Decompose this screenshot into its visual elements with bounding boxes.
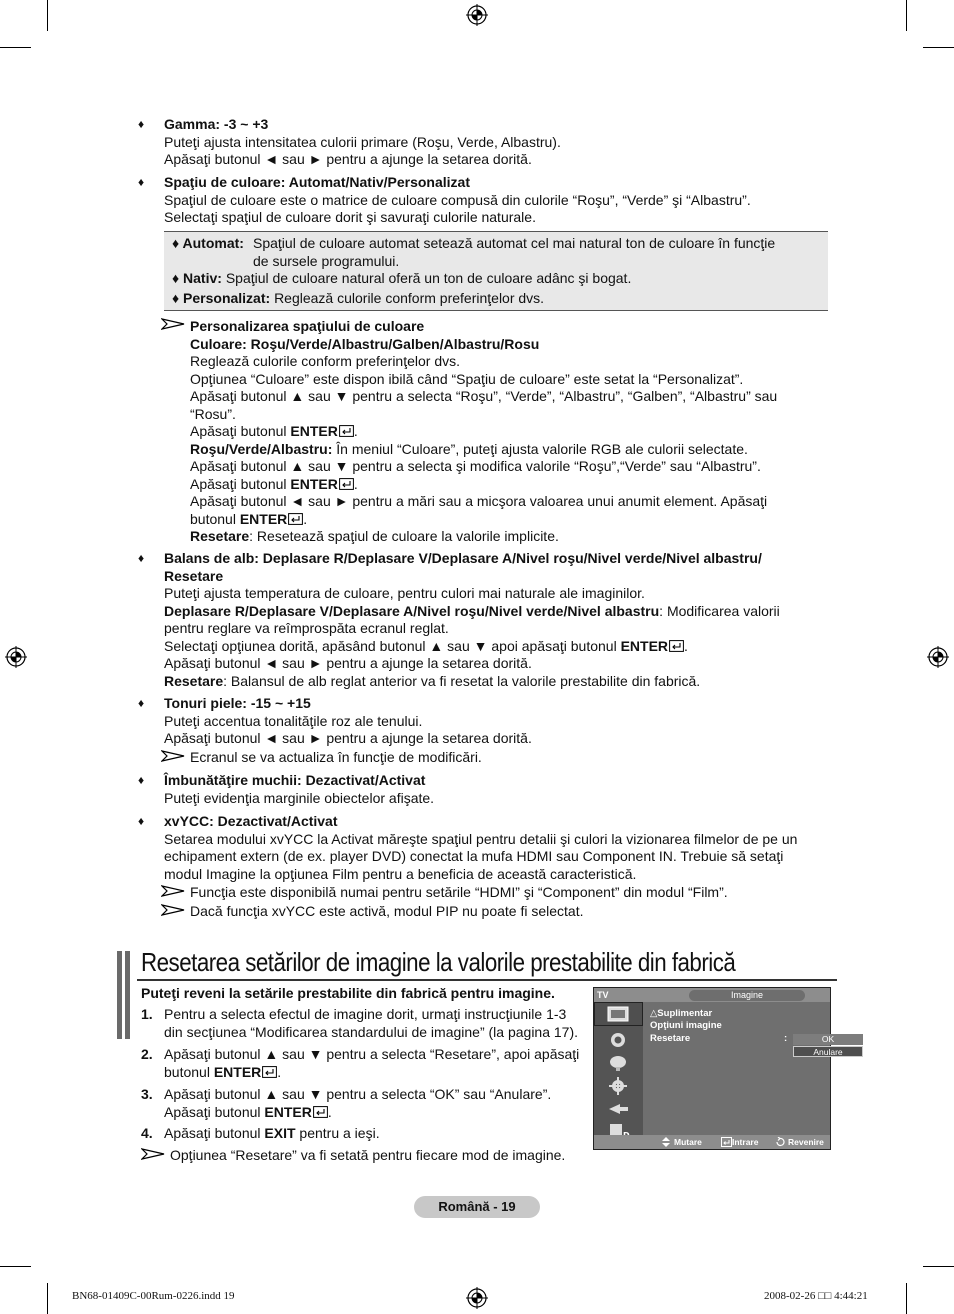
gamma-instruction: Apăsaţi butonul ◄ sau ► pentru a ajunge la setarea dorită. (164, 151, 532, 167)
step-text: Apăsaţi butonul (164, 1125, 265, 1141)
enter-icon (339, 425, 354, 437)
osd-option-ok[interactable]: OK (793, 1034, 863, 1045)
registration-mark-icon (466, 1287, 488, 1309)
section-intro: Puteţi reveni la setările prestabilite din fabrică pentru imagine. (141, 985, 555, 1001)
bullet-icon: ♦ (138, 773, 145, 787)
whitebalance-title: Balans de alb: Deplasare R/Deplasare V/Deplasare A/Nivel roşu/Nivel verde/Nivel albastru/ (164, 550, 762, 566)
return-icon (775, 1137, 785, 1147)
colorspace-instruction: Selectaţi spaţiul de culoare dorit şi savuraţi culorile naturale. (164, 209, 536, 225)
native-label: ♦ Nativ: (172, 270, 222, 286)
osd-colon: : (784, 1033, 788, 1044)
osd-tv-label: TV (597, 990, 609, 1000)
crop-mark (0, 1266, 31, 1267)
enter-key-label: ENTER (239, 510, 288, 527)
tv-osd-menu (593, 987, 843, 1150)
step-text: pentru a ieşi. (295, 1125, 380, 1141)
custom-note-line: Apăsaţi butonul ▲ sau ▼ pentru a selecta şi modifica valorile “Roşu”,“Verde” sau “Albastru”. (190, 458, 761, 474)
enter-icon (288, 513, 303, 525)
custom-note-line: “Rosu”. (190, 405, 236, 422)
page-number: Română - 19 (414, 1196, 540, 1218)
skintone-note: Ecranul se va actualiza în funcţie de modificări. (190, 749, 482, 765)
step-text: Pentru a selecta efectul de imagine dorit, urmaţi instrucţiunile 1-3 (164, 1006, 567, 1022)
crop-mark (906, 1283, 907, 1314)
osd-footer (594, 1135, 830, 1149)
colorspace-title: Spaţiu de culoare: Automat/Nativ/Personalizat (164, 174, 470, 190)
custom-note-line: Apăsaţi butonul (190, 423, 291, 439)
registration-mark-icon (927, 646, 949, 668)
auto-text: Spaţiul de culoare automat setează automat cel mai natural ton de culoare în funcţie (253, 235, 776, 251)
custom-note-line: : Resetează spaţiul de culoare la valorile implicite. (249, 528, 559, 544)
whitebalance-line: pentru reglare va reîmprospăta ecranul reglat. (164, 620, 449, 636)
footer-timestamp: 2008-02-26 □□ 4:44:21 (764, 1290, 868, 1302)
enter-key-label: ENTER (213, 1063, 262, 1080)
custom-note-subtitle: Culoare: Roşu/Verde/Albastru/Galben/Albastru/Rosu (190, 335, 540, 352)
whitebalance-line: : Balansul de alb reglat anterior va fi resetat la valorile prestabilite din fabrică. (223, 672, 701, 689)
step-text: Apăsaţi butonul (164, 1103, 265, 1120)
colorspace-desc: Spaţiul de culoare este o matrice de culoare compusă din culorile “Roşu”, “Verde” şi “Albastru”. (164, 191, 751, 208)
auto-label: ♦ Automat: (172, 235, 244, 251)
custom-note-line: În meniul “Culoare”, puteţi ajusta valorile RGB ale culorii selectate. (332, 440, 748, 457)
section-marker-bar (125, 951, 130, 1039)
whitebalance-line: Apăsaţi butonul ◄ sau ► pentru a ajunge la setarea dorită. (164, 655, 532, 671)
note-arrow-icon (161, 318, 185, 330)
custom-note-line: Reglează culorile conform preferinţelor dvs. (190, 353, 461, 369)
whitebalance-line: : Modificarea valorii (659, 602, 780, 619)
enter-icon (313, 1106, 328, 1118)
osd-move-label: Mutare (674, 1137, 702, 1147)
reset-label: Resetare (164, 672, 224, 689)
auto-text-cont: de sursele programului. (253, 252, 400, 269)
crop-mark (923, 47, 954, 48)
enter-key-label: ENTER (290, 423, 338, 439)
step-number: 1. (141, 1006, 153, 1022)
osd-sidebar (594, 1002, 643, 1135)
note-arrow-icon (161, 885, 185, 897)
enter-icon (721, 1137, 732, 1147)
custom-label: ♦ Personalizat: (172, 290, 271, 306)
note-arrow-icon (161, 904, 185, 916)
whitebalance-title-cont: Resetare (164, 567, 224, 584)
xvycc-line: modul Imagine la opţiunea Film pentru a beneficia de această caracteristică. (164, 865, 637, 882)
custom-note-line: Apăsaţi butonul (190, 475, 291, 492)
gamma-desc: Puteţi ajusta intensitatea culorii primare (Roşu, Verde, Albastru). (164, 133, 561, 150)
osd-title: Imagine (689, 990, 805, 1001)
footer-file-info: BN68-01409C-00Rum-0226.indd 19 (72, 1290, 235, 1302)
bullet-icon: ♦ (138, 551, 145, 565)
custom-colorspace-note: Personalizarea spaţiului de culoare Culoare: Roşu/Verde/Albastru/Galben/Albastru/Rosu Reglează culorile conform preferinţelor dvs. Opţiunea “Culoare” este dispon ibilă când “Spaţiu de culoare” este setat la “Personalizat”. Apăsaţi butonul ▲ sau ▼ pentru a selecta “Roşu”, “Verde”, “Albastru”, “Galben”, “Albastru” sau “Rosu”. Apăsaţi butonul ENTER . Roşu/Verde/Albastru: În meniul “Culoare”, puteţi ajusta valorile RGB ale culorii selectate. Apăsaţi butonul ▲ sau ▼ pentru a selecta şi modifica valorile “Roşu”,“Verde” sau “Albastru”. Apăsaţi butonul ENTER . Apăsaţi butonul ◄ sau ► pentru a mări sau a micşora valoarea unui anumit element. Apăsaţi butonul ENTER . Resetare: Resetează spaţiul de culoare la valorile implicite. (190, 318, 830, 546)
registration-mark-icon (5, 646, 27, 668)
step-number: 3. (141, 1086, 153, 1102)
sound-menu-icon[interactable] (604, 1031, 632, 1049)
osd-return-label: Revenire (788, 1137, 824, 1147)
xvycc-line: Setarea modului xvYCC la Activat măreşte spaţiul pentru detalii şi culori la vizionarea filmelor de pe un (164, 830, 798, 847)
custom-note-line: Apăsaţi butonul ▲ sau ▼ pentru a selecta “Roşu”, “Verde”, “Albastru”, “Galben”, “Albastru” sau (190, 388, 778, 404)
enter-icon (669, 640, 684, 652)
skintone-line: Puteţi accentua tonalităţile roz ale tenului. (164, 712, 423, 729)
whitebalance-line: Puteţi ajusta temperatura de culoare, pentru culori mai naturale ale imaginilor. (164, 585, 645, 601)
osd-enter-label: Intrare (732, 1137, 759, 1147)
whitebalance-line: Selectaţi opţiunea dorită, apăsând butonul ▲ sau ▼ apoi apăsaţi butonul (164, 637, 621, 654)
xvycc-title: xvYCC: Dezactivat/Activat (164, 813, 338, 829)
step-text: Apăsaţi butonul ▲ sau ▼ pentru a selecta “OK” sau “Anulare”. (164, 1086, 552, 1102)
osd-content (643, 1002, 843, 1135)
custom-note-title: Personalizarea spaţiului de culoare (190, 318, 425, 334)
osd-item-more[interactable]: △Suplimentar (650, 1008, 713, 1019)
xvycc-line: echipament extern (de ex. player DVD) conectat la mufa HDMI sau Component IN. Trebuie să setaţi (164, 848, 784, 864)
skintone-title: Tonuri piele: -15 ~ +15 (164, 695, 311, 711)
enter-key-label: ENTER (264, 1103, 312, 1120)
step-number: 4. (141, 1125, 153, 1141)
setup-menu-icon[interactable] (604, 1077, 632, 1095)
custom-note-line: Opţiunea “Culoare” este dispon ibilă când “Spaţiu de culoare” este setat la “Personalizat”. (190, 370, 744, 387)
section-marker-bar (117, 951, 122, 1039)
input-menu-icon[interactable] (604, 1100, 632, 1118)
osd-item-reset[interactable]: Resetare (650, 1033, 691, 1044)
custom-note-line: Apăsaţi butonul ◄ sau ► pentru a mări sau a micşora valoarea unui anumit element. Apăsaţi (190, 493, 768, 509)
bullet-icon: ♦ (138, 117, 145, 131)
custom-note-line: butonul (190, 510, 240, 527)
move-arrows-icon (662, 1137, 670, 1147)
colorspace-options-box (164, 231, 828, 311)
registration-mark-icon (466, 4, 488, 26)
channel-menu-icon[interactable] (604, 1054, 632, 1072)
crop-mark (923, 1266, 954, 1267)
step-text: Apăsaţi butonul ▲ sau ▼ pentru a selecta “Resetare”, apoi apăsaţi (164, 1046, 580, 1062)
whitebalance-params: Deplasare R/Deplasare V/Deplasare A/Nivel roşu/Nivel verde/Nivel albastru (164, 602, 660, 619)
enter-icon (339, 478, 354, 490)
step-number: 2. (141, 1046, 153, 1062)
picture-menu-icon[interactable] (604, 1005, 632, 1023)
note-arrow-icon (141, 1148, 165, 1160)
bullet-icon: ♦ (138, 175, 145, 189)
osd-header (594, 988, 830, 1002)
native-text: Spaţiul de culoare natural oferă un ton de culoare adânc şi bogat. (225, 270, 632, 286)
section-title: Resetarea setărilor de imagine la valorile prestabilite din fabrică (141, 947, 736, 977)
crop-mark (906, 0, 907, 31)
crop-mark (47, 0, 48, 31)
crop-mark (47, 1283, 48, 1314)
enter-icon (262, 1066, 277, 1078)
reset-note: Opţiunea “Resetare” va fi setată pentru fiecare mod de imagine. (170, 1147, 566, 1163)
enter-key-label: ENTER (620, 637, 669, 654)
section-divider (137, 979, 837, 981)
bullet-icon: ♦ (138, 696, 145, 710)
step-text: din secţiunea “Modificarea standardului de imagine” (la pagina 17). (164, 1023, 579, 1040)
reset-label: Resetare (190, 528, 250, 544)
exit-key-label: EXIT (264, 1125, 296, 1141)
bullet-icon: ♦ (138, 814, 145, 828)
crop-mark (0, 47, 31, 48)
note-arrow-icon (161, 750, 185, 762)
gamma-title: Gamma: -3 ~ +3 (164, 116, 269, 132)
step-text: butonul (164, 1063, 214, 1080)
xvycc-note: Funcţia este disponibilă numai pentru setările “HDMI” şi “Component” din modul “Film”. (190, 884, 728, 900)
osd-option-cancel[interactable]: Anulare (793, 1046, 863, 1057)
custom-text: Reglează culorile conform preferinţelor dvs. (274, 290, 545, 306)
osd-item-options[interactable]: Opţiuni imagine (650, 1020, 722, 1031)
xvycc-note: Dacă funcţia xvYCC este activă, modul PIP nu poate fi selectat. (190, 903, 584, 919)
edge-title: Îmbunătăţire muchii: Dezactivat/Activat (164, 772, 426, 788)
enter-key-label: ENTER (290, 475, 338, 492)
edge-line: Puteţi evidenţia marginile obiectelor afişate. (164, 789, 435, 806)
rgb-label: Roşu/Verde/Albastru: (190, 440, 333, 457)
skintone-line: Apăsaţi butonul ◄ sau ► pentru a ajunge la setarea dorită. (164, 730, 532, 746)
